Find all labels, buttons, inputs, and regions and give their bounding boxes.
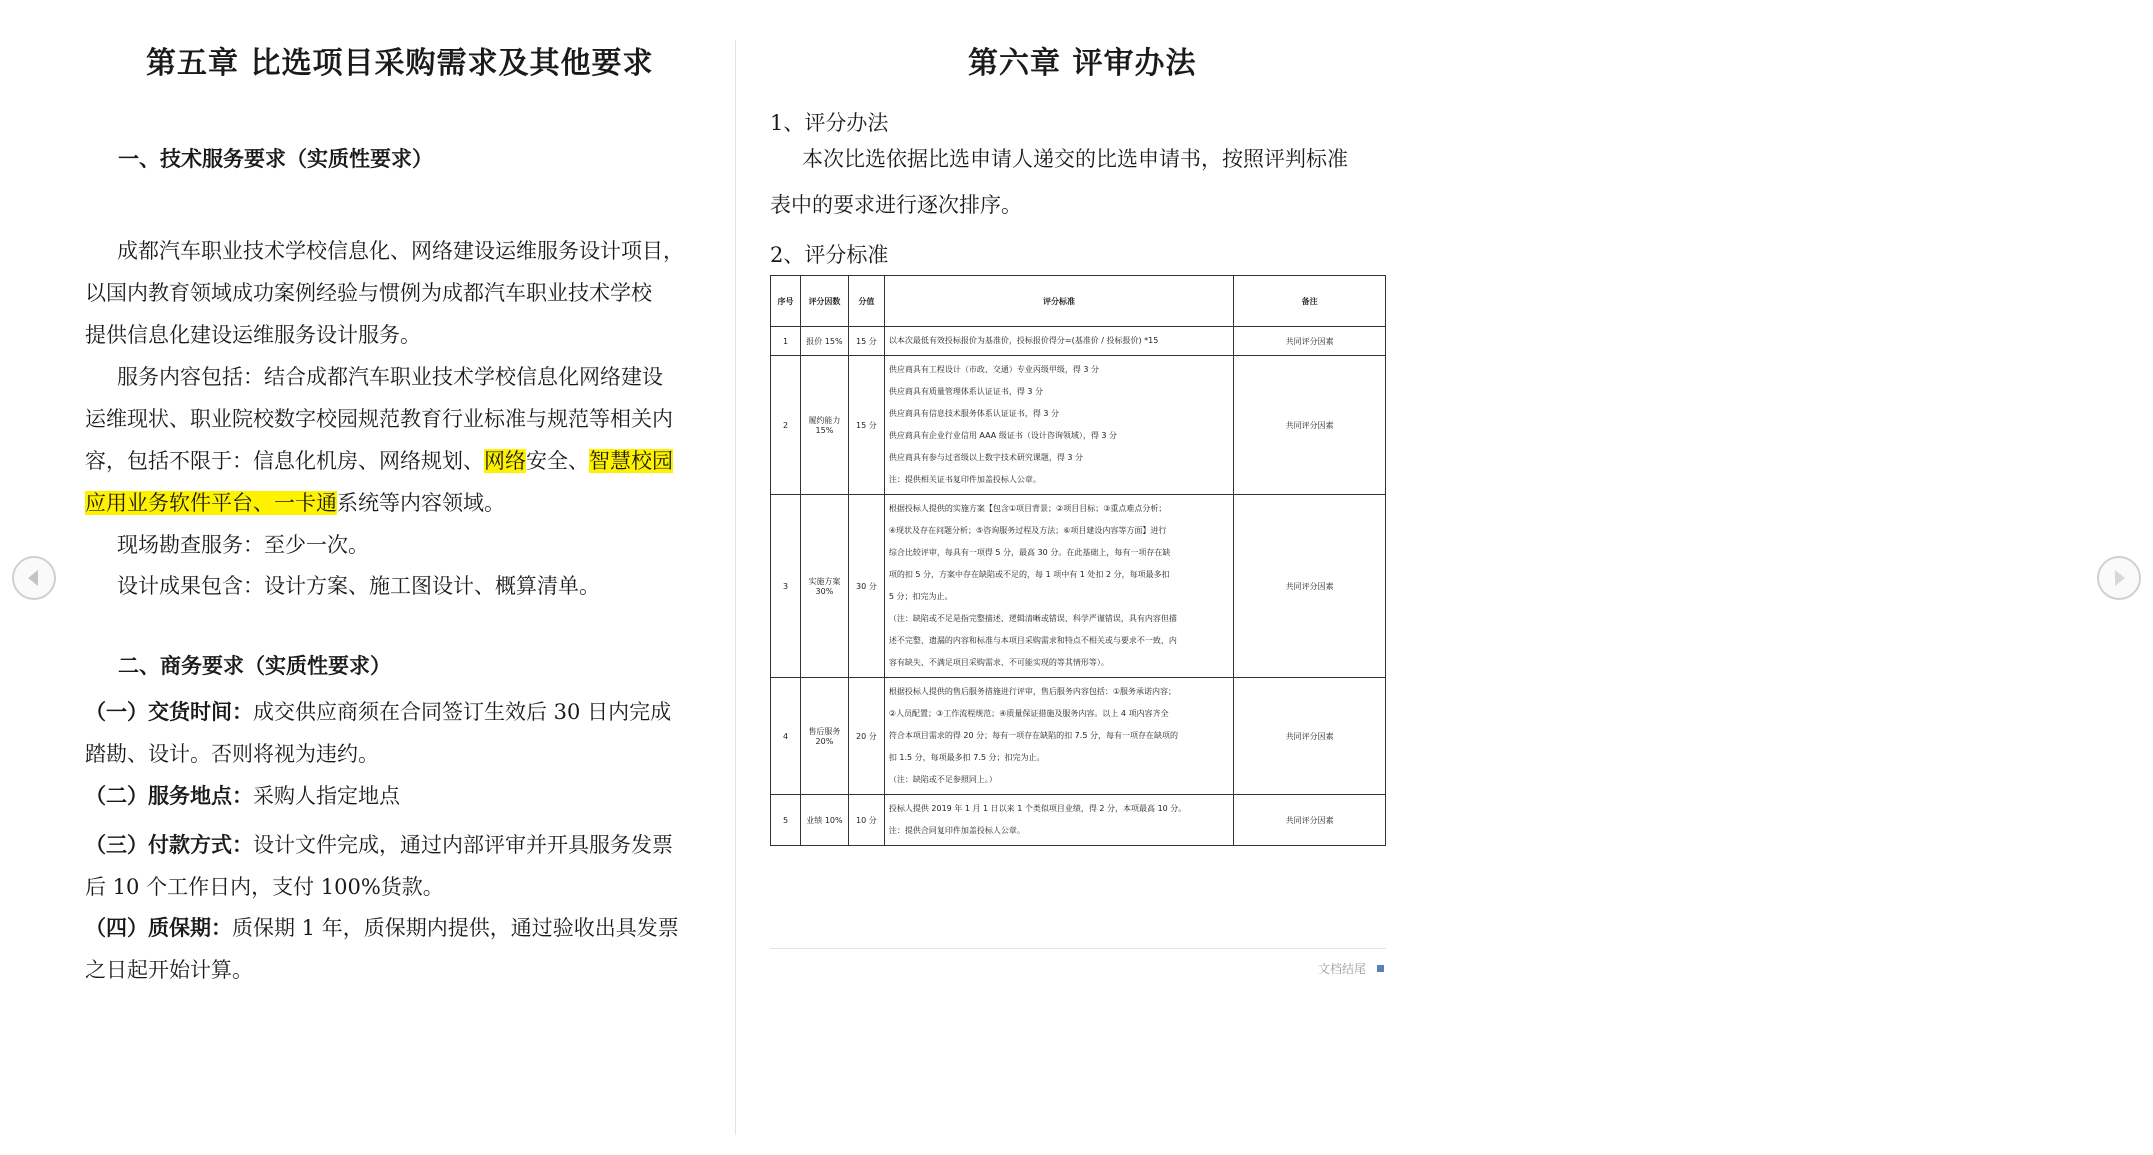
intro-line: 成都汽车职业技术学校信息化、网络建设运维服务设计项目， — [117, 239, 684, 263]
service-content-line: 运维现状、职业院校数字校园规范教育行业标准与规范等相关内 — [85, 407, 673, 431]
factor-cell: 报价 15% — [800, 327, 848, 356]
criteria-line: 供应商具有工程设计（市政、交通）专业丙级甲级，得 3 分 — [888, 365, 1100, 374]
note-cell: 共同评分因素 — [1234, 678, 1386, 795]
site-survey-text: 现场勘查服务：至少一次。 — [117, 533, 369, 557]
table-row — [771, 356, 1386, 495]
footer-rule — [770, 948, 1386, 949]
service-content-paragraph — [85, 356, 673, 524]
page-divider — [735, 40, 736, 1135]
note-cell: 共同评分因素 — [1234, 356, 1386, 495]
header-cell: 评分因数 — [800, 276, 848, 327]
criteria-line: ②人员配置；③工作流程规范；④质量保证措施及服务内容。以上 4 项内容齐全 — [888, 709, 1169, 718]
warranty-text: 质保期 1 年，质保期内提供，通过验收出具发票 — [232, 916, 679, 940]
factor-cell: 业绩 10% — [800, 795, 848, 846]
score-cell: 15 分 — [848, 327, 884, 356]
delivery-label: （一）交货时间： — [85, 699, 253, 724]
service-location-paragraph — [85, 775, 400, 817]
table-row — [771, 678, 1386, 795]
method-line: 表中的要求进行逐次排序。 — [770, 193, 1022, 217]
note-cell: 共同评分因素 — [1234, 795, 1386, 846]
intro-line: 以国内教育领域成功案例经验与惯例为成都汽车职业技术学校 — [85, 281, 652, 305]
table-header-row — [771, 276, 1386, 327]
scoring-method-paragraph — [770, 138, 1348, 226]
criteria-line: 综合比较评审，每具有一项得 5 分，最高 30 分。在此基础上，每有一项存在缺 — [888, 548, 1171, 557]
criteria-line: 述不完整、遗漏的内容和标准与本项目采购需求和特点不相关或与要求不一致、内 — [888, 636, 1177, 645]
criteria-cell — [884, 327, 1233, 356]
criteria-line: 供应商具有信息技术服务体系认证证书，得 3 分 — [888, 409, 1060, 418]
criteria-line: 项的扣 5 分，方案中存在缺陷或不足的，每 1 项中有 1 处扣 2 分，每项最多扣 — [888, 570, 1170, 579]
table-row — [771, 795, 1386, 846]
criteria-cell — [884, 795, 1233, 846]
highlight-app-platform: 应用业务软件平台、一卡通 — [85, 491, 337, 515]
row-number-cell: 2 — [771, 356, 801, 495]
header-cell: 备注 — [1234, 276, 1386, 327]
warranty-line — [85, 907, 679, 949]
criteria-line: ④现状及存在问题分析；⑤咨询服务过程及方法；⑥项目建设内容等方面】进行 — [888, 526, 1167, 535]
scoring-table — [770, 275, 1386, 846]
factor-cell: 售后服务 20% — [800, 678, 848, 795]
highlight-network: 网络 — [484, 449, 526, 473]
criteria-cell — [884, 495, 1233, 678]
service-content-line: 服务内容包括：结合成都汽车职业技术学校信息化网络建设 — [117, 365, 663, 389]
criteria-line: 注：提供合同复印件加盖投标人公章。 — [888, 826, 1025, 835]
score-cell: 30 分 — [848, 495, 884, 678]
chapter-six-title: 第六章 评审办法 — [968, 46, 1197, 81]
warranty-paragraph — [85, 907, 679, 991]
criteria-line: 注：提供相关证书复印件加盖投标人公章。 — [888, 475, 1041, 484]
row-number-cell: 1 — [771, 327, 801, 356]
payment-label: （三）付款方式： — [85, 832, 253, 857]
criteria-cell — [884, 356, 1233, 495]
criteria-line: 供应商具有参与过省级以上数字技术研究课题，得 3 分 — [888, 453, 1084, 462]
header-cell: 分值 — [848, 276, 884, 327]
content-text: 安全、 — [526, 449, 589, 473]
criteria-cell — [884, 678, 1233, 795]
criteria-line: （注：缺陷或不足是指完整描述、逻辑清晰或错误、科学严谨错误，具有内容但描 — [888, 614, 1177, 623]
warranty-line: 之日起开始计算。 — [85, 958, 253, 982]
criteria-line: 扣 1.5 分，每项最多扣 7.5 分；扣完为止。 — [888, 753, 1045, 762]
criteria-line: 供应商具有企业行业信用 AAA 级证书（设计咨询领域），得 3 分 — [888, 431, 1117, 440]
scoring-method-heading: 1、评分办法 — [770, 111, 889, 135]
warranty-label: （四）质保期： — [85, 915, 232, 940]
location-text: 采购人指定地点 — [253, 784, 400, 808]
row-number-cell: 3 — [771, 495, 801, 678]
payment-text: 设计文件完成，通过内部评审并开具服务发票 — [253, 833, 673, 857]
score-cell: 10 分 — [848, 795, 884, 846]
technical-requirements-heading: 一、技术服务要求（实质性要求） — [118, 146, 433, 171]
header-cell: 评分标准 — [884, 276, 1233, 327]
criteria-line: （注：缺陷或不足参照同上。） — [888, 775, 997, 784]
score-cell: 15 分 — [848, 356, 884, 495]
left-page — [0, 0, 740, 1155]
criteria-line: 5 分；扣完为止。 — [888, 592, 953, 601]
service-content-line — [85, 440, 673, 482]
criteria-line: 以本次最低有效投标报价为基准价，投标报价得分=(基准价 / 投标报价) *15 — [888, 336, 1159, 345]
criteria-line: 投标人提供 2019 年 1 月 1 日以来 1 个类似项目业绩，得 2 分，本项最高 10 分。 — [888, 804, 1187, 813]
row-number-cell: 5 — [771, 795, 801, 846]
scoring-standard-heading: 2、评分标准 — [770, 243, 889, 267]
location-label: （二）服务地点： — [85, 783, 253, 808]
factor-cell: 实施方案 30% — [800, 495, 848, 678]
intro-line: 提供信息化建设运维服务设计服务。 — [85, 323, 421, 347]
service-content-line — [85, 482, 673, 524]
chevron-left-icon — [14, 558, 54, 598]
header-cell: 序号 — [771, 276, 801, 327]
criteria-line: 根据投标人提供的售后服务措施进行评审，售后服务内容包括：①服务承诺内容； — [888, 687, 1177, 696]
criteria-line: 供应商具有质量管理体系认证证书，得 3 分 — [888, 387, 1044, 396]
design-output-text: 设计成果包含：设计方案、施工图设计、概算清单。 — [117, 574, 600, 598]
intro-paragraph — [85, 230, 684, 356]
criteria-line: 符合本项目需求的得 20 分；每有一项存在缺陷的扣 7.5 分，每有一项存在缺项的 — [888, 731, 1178, 740]
chevron-right-icon — [2099, 558, 2139, 598]
business-requirements-heading: 二、商务要求（实质性要求） — [118, 653, 391, 678]
table-row — [771, 495, 1386, 678]
table-row — [771, 327, 1386, 356]
delivery-line: 踏勘、设计。否则将视为违约。 — [85, 742, 379, 766]
chapter-five-title: 第五章 比选项目采购需求及其他要求 — [146, 46, 654, 81]
payment-line — [85, 824, 673, 866]
prev-page-button[interactable] — [12, 556, 56, 600]
document-end-label: 文档结尾 — [1318, 962, 1367, 976]
location-line — [85, 775, 400, 817]
criteria-line: 根据投标人提供的实施方案【包含①项目背景；②项目目标；③重点难点分析； — [888, 504, 1167, 513]
row-number-cell: 4 — [771, 678, 801, 795]
payment-paragraph — [85, 824, 673, 908]
next-page-button[interactable] — [2097, 556, 2141, 600]
delivery-text: 成交供应商须在合同签订生效后 30 日内完成 — [253, 700, 672, 724]
delivery-time-paragraph — [85, 691, 671, 775]
delivery-line — [85, 691, 671, 733]
end-marker — [1377, 965, 1384, 972]
payment-line: 后 10 个工作日内，支付 100%货款。 — [85, 875, 444, 899]
content-text: 容，包括不限于：信息化机房、网络规划、 — [85, 449, 484, 473]
note-cell: 共同评分因素 — [1234, 495, 1386, 678]
note-cell: 共同评分因素 — [1234, 327, 1386, 356]
criteria-line: 容有缺失、不满足项目采购需求、不可能实现的等其情形等）。 — [888, 658, 1109, 667]
highlight-smart-campus: 智慧校园 — [589, 449, 673, 473]
method-line: 本次比选依据比选申请人递交的比选申请书，按照评判标准 — [802, 147, 1348, 171]
factor-cell: 履约能力 15% — [800, 356, 848, 495]
score-cell: 20 分 — [848, 678, 884, 795]
content-text: 系统等内容领域。 — [337, 491, 505, 515]
